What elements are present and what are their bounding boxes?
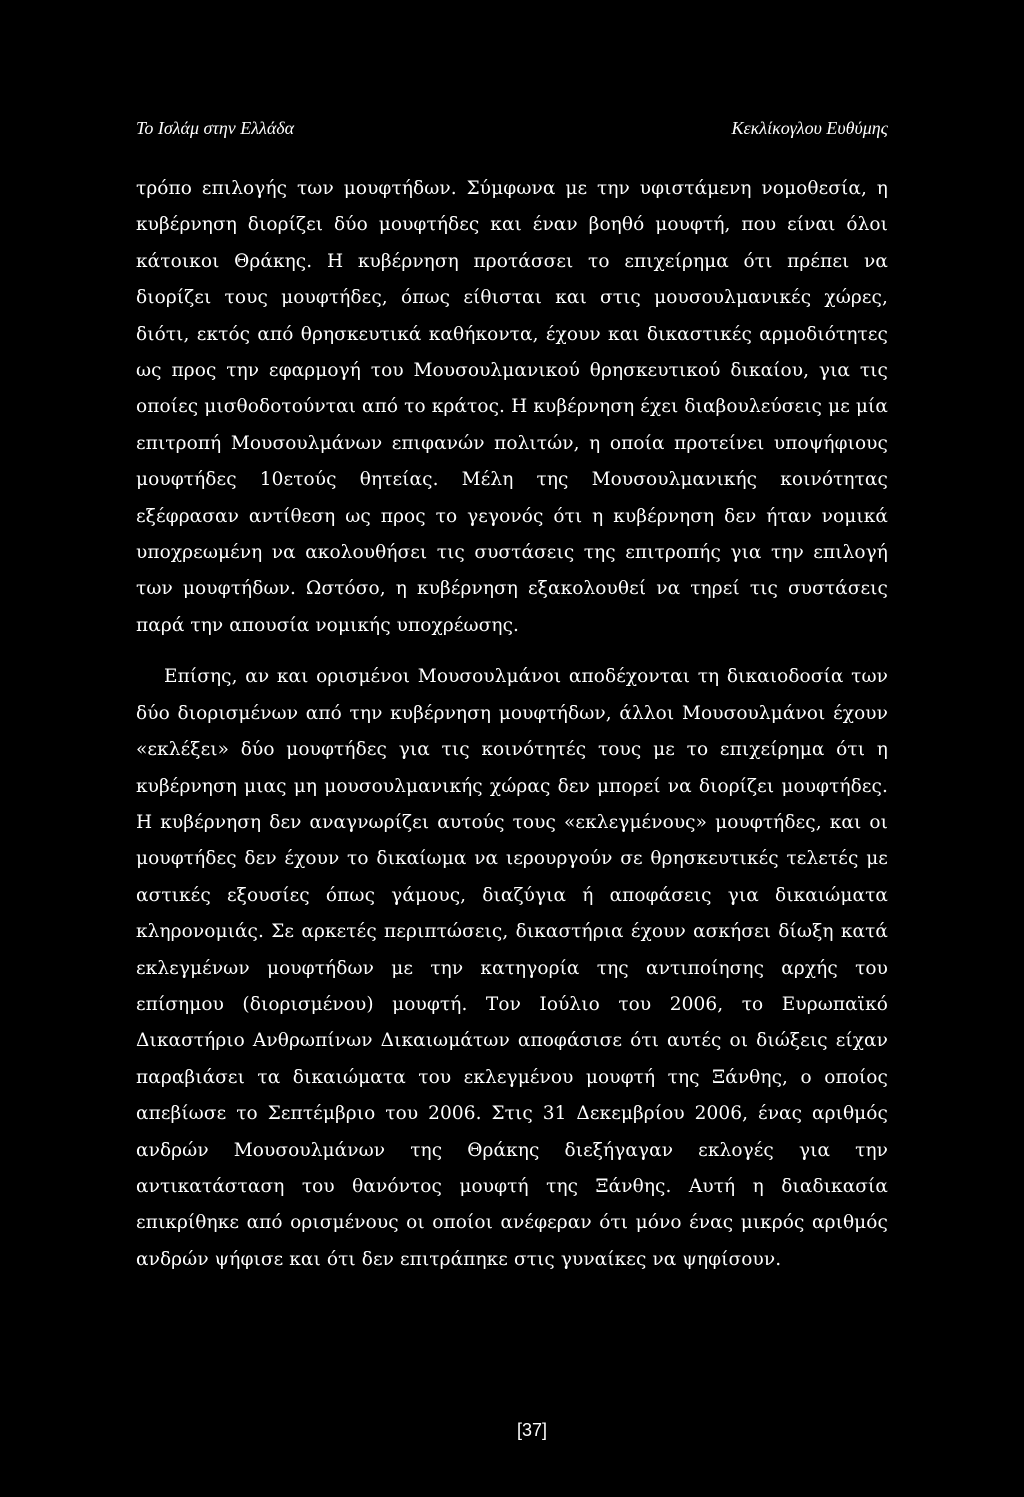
running-header	[136, 118, 888, 144]
page-number: [37]	[516, 1420, 548, 1440]
paragraph-2: Επίσης, αν και ορισμένοι Μουσουλμάνοι αποδέχονται τη δικαιοδοσία των δύο διορισμένων από την κυβέρνηση μουφτήδων, άλλοι Μουσουλμάνοι έχουν «εκλέξει» δύο μουφτήδες για τις κοινότητές τους με το επιχείρημα ότι η κυβέρνηση μιας μη μουσουλμανικής χώρας δεν μπορεί να διορίζει μουφτήδες. Η κυβέρνηση δεν αναγνωρίζει αυτούς τους «εκλεγμένους» μουφτήδες, και οι μουφτήδες δεν έχουν το δικαίωμα να ιερουργούν σε θρησκευτικές τελετές με αστικές εξουσίες όπως γάμους, διαζύγια ή αποφάσεις για δικαιώματα κληρονομιάς. Σε αρκετές περιπτώσεις, δικαστήρια έχουν ασκήσει δίωξη κατά εκλεγμένων μουφτήδων με την κατηγορία της αντιποίησης αρχής του επίσημου (διορισμένου) μουφτή. Τον Ιούλιο του 2006, το Ευρωπαϊκό Δικαστήριο Ανθρωπίνων Δικαιωμάτων αποφάσισε ότι αυτές οι διώξεις είχαν παραβιάσει τα δικαιώματα του εκλεγμένου μουφτή της Ξάνθης, ο οποίος απεβίωσε το Σεπτέμβριο του 2006. Στις 31 Δεκεμβρίου 2006, ένας αριθμός ανδρών Μουσουλμάνων της Θράκης διεξήγαγαν εκλογές για την αντικατάσταση του θανόντος μουφτή της Ξάνθης. Αυτή η διαδικασία επικρίθηκε από ορισμένους οι οποίοι ανέφεραν ότι μόνο ένας μικρός αριθμός ανδρών ψήφισε και ότι δεν επιτράπηκε στις γυναίκες να ψηφίσουν.	[136, 666, 888, 1270]
header-book-title: Το Ισλάμ στην Ελλάδα	[136, 118, 295, 138]
paragraph-1: τρόπο επιλογής των μουφτήδων. Σύμφωνα με την υφιστάμενη νομοθεσία, η κυβέρνηση διορίζει δύο μουφτήδες και έναν βοηθό μουφτή, που είναι όλοι κάτοικοι Θράκης. Η κυβέρνηση προτάσσει το επιχείρημα ότι πρέπει να διορίζει τους μουφτήδες, όπως είθισται και στις μουσουλμανικές χώρες, διότι, εκτός από θρησκευτικά καθήκοντα, έχουν και δικαστικές αρμοδιότητες ως προς την εφαρμογή του Μουσουλμανικού θρησκευτικού δικαίου, για τις οποίες μισθοδοτούνται από το κράτος. Η κυβέρνηση έχει διαβουλεύσεις με μία επιτροπή Μουσουλμάνων επιφανών πολιτών, η οποία προτείνει υποψήφιους μουφτήδες 10ετούς θητείας. Μέλη της Μουσουλμανικής κοινότητας εξέφρασαν αντίθεση ως προς το γεγονός ότι η κυβέρνηση δεν ήταν νομικά υποχρεωμένη να ακολουθήσει τις συστάσεις της επιτροπής για την επιλογή των μουφτήδων. Ωστόσο, η κυβέρνηση εξακολουθεί να τηρεί τις συστάσεις παρά την απουσία νομικής υποχρέωσης.	[136, 178, 888, 636]
header-author: Κεκλίκογλου Ευθύμης	[731, 118, 888, 138]
body-text	[136, 171, 888, 1278]
